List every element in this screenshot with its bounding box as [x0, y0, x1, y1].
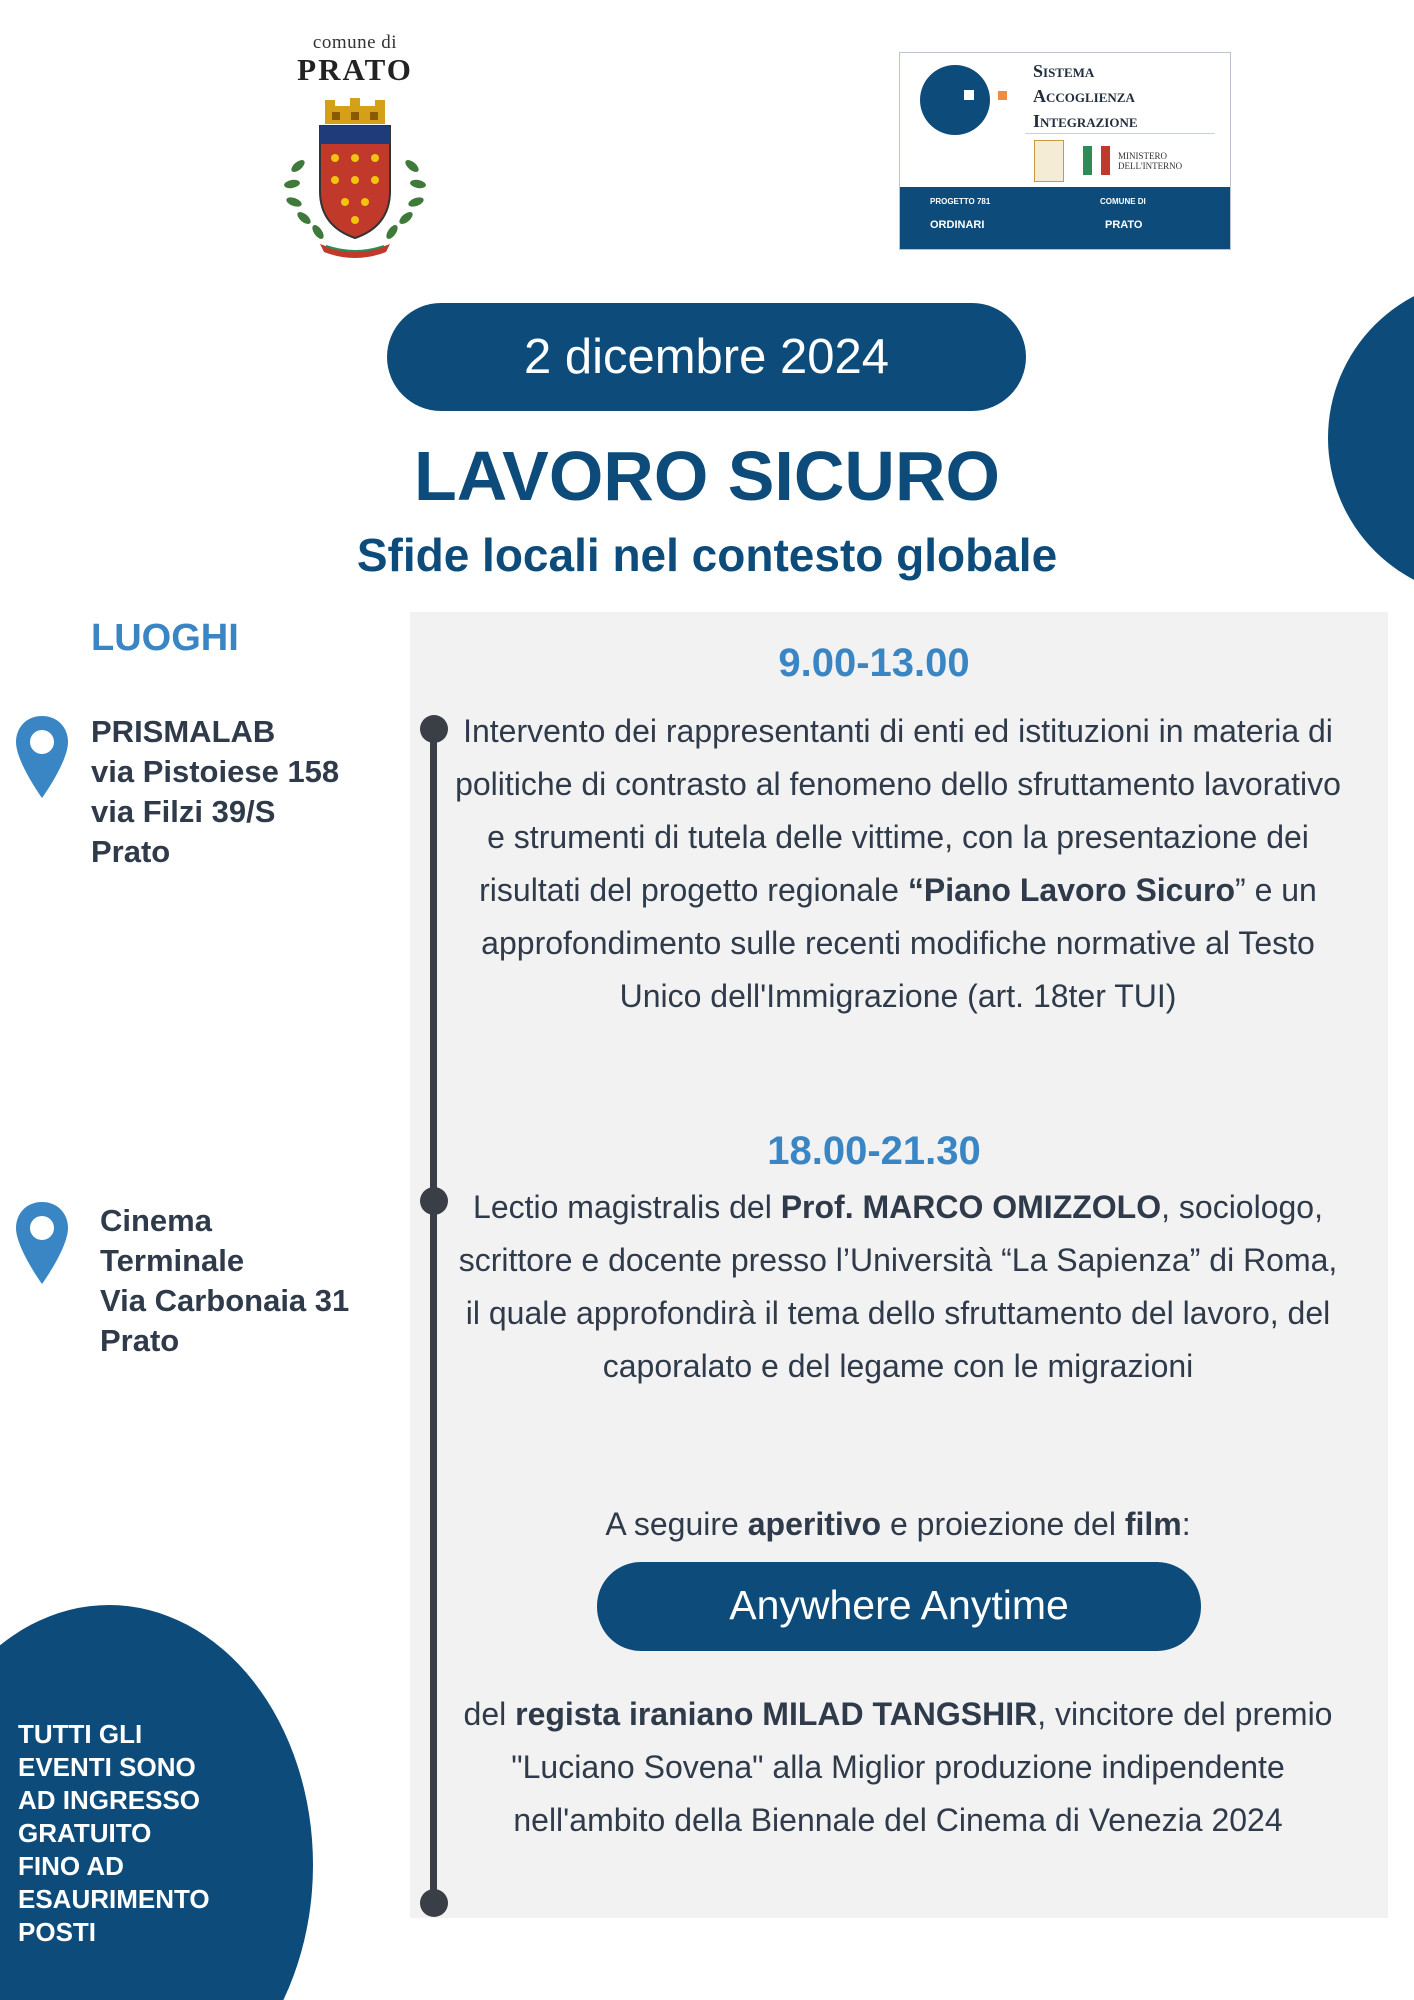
session-1-text-bold: “Piano Lavoro Sicuro — [907, 872, 1236, 908]
film-desc-a: del — [463, 1696, 516, 1732]
sai-wordmark — [1033, 59, 1138, 134]
film-desc-bold: regista iraniano MILAD TANGSHIR — [515, 1696, 1038, 1732]
note-line-2: EVENTI SONO — [18, 1752, 196, 1782]
sai-project-bar — [900, 187, 1230, 249]
session-2-text-a: Lectio magistralis del — [473, 1189, 781, 1225]
place-1-line-3: via Filzi 39/S — [91, 794, 276, 829]
place-2-line-4: Prato — [100, 1323, 180, 1358]
event-title: LAVORO SICURO — [414, 437, 1000, 515]
film-title: Anywhere Anytime — [597, 1562, 1201, 1651]
place-2-line-1: Cinema — [100, 1203, 212, 1238]
timeline-dot — [420, 1187, 448, 1215]
event-subtitle: Sfide locali nel contesto globale — [356, 529, 1058, 581]
sai-divider — [1025, 133, 1215, 134]
free-entry-note — [18, 1718, 278, 1949]
session-2-time: 18.00-21.30 — [767, 1129, 981, 1173]
session-2-text-bold: Prof. MARCO OMIZZOLO — [780, 1189, 1162, 1225]
sai-logo — [899, 52, 1231, 250]
session-1-text-b: ” e un approfondimento sulle recenti modifiche normative al Testo Unico dell'Immigrazione (art. 18ter TUI) — [481, 872, 1317, 1014]
timeline-line — [430, 729, 437, 1902]
sai-comune-label: COMUNE DI — [1100, 197, 1146, 206]
session-2-text-b: , sociologo, scrittore e docente presso l’Università “La Sapienza” di Roma, il quale approfondirà il tema dello sfruttamento del lavoro, del caporalato e del legame con le migrazioni — [458, 1189, 1338, 1384]
place-1-line-4: Prato — [91, 834, 171, 869]
prato-crest-icon — [280, 96, 430, 266]
timeline-dot — [420, 715, 448, 743]
session-1-text-a: Intervento dei rappresentanti di enti ed istituzioni in materia di politiche di contrasto al fenomeno dello sfruttamento lavorativo e strumenti di tutela delle vittime, con la presentazione dei risultati del progetto regionale — [455, 713, 1341, 908]
sai-word-2: Accoglienza — [1033, 86, 1135, 106]
note-line-6: ESAURIMENTO — [18, 1884, 210, 1914]
note-line-7: POSTI — [18, 1917, 97, 1947]
sai-project-type: ORDINARI — [930, 219, 985, 231]
note-line-4: GRATUITO — [18, 1818, 152, 1848]
ministry-label — [1118, 151, 1182, 171]
film-intro-b: e proiezione del — [881, 1506, 1125, 1542]
film-desc-b: , vincitore del premio "Luciano Sovena" alla Miglior produzione indipendente nell'ambito della Biennale del Cinema di Venezia 2024 — [511, 1696, 1333, 1838]
place-cinema-terminale — [100, 1201, 349, 1361]
film-description — [453, 1688, 1343, 1847]
place-1-line-1: PRISMALAB — [91, 714, 276, 749]
sai-word-1: Sistema — [1033, 61, 1095, 81]
places-heading: LUOGHI — [91, 617, 239, 659]
location-pin-icon — [14, 1200, 70, 1286]
anci-logo-icon — [1034, 140, 1064, 182]
prato-logo-name: PRATO — [297, 52, 413, 87]
film-intro-a: A seguire — [605, 1506, 748, 1542]
note-line-5: FINO AD — [18, 1851, 124, 1881]
sai-square-white-icon — [964, 90, 974, 100]
film-intro-bold-2: film — [1124, 1506, 1182, 1542]
ministry-line-2: DELL'INTERNO — [1118, 161, 1183, 171]
italian-flag-icon — [1083, 146, 1110, 175]
session-1-description — [453, 705, 1343, 1023]
sai-word-3: Integrazione — [1033, 111, 1138, 131]
place-prismalab — [91, 712, 339, 872]
sai-square-orange-icon — [998, 91, 1007, 100]
sai-project-label: PROGETTO 781 — [930, 197, 991, 206]
ministry-line-1: MINISTERO — [1118, 151, 1167, 161]
place-2-line-3: Via Carbonaia 31 — [100, 1283, 350, 1318]
place-2-line-2: Terminale — [100, 1243, 245, 1278]
location-pin-icon — [14, 714, 70, 800]
sai-circle-icon — [920, 65, 990, 135]
event-date: 2 dicembre 2024 — [387, 303, 1026, 411]
session-1-time: 9.00-13.00 — [778, 641, 970, 685]
note-line-1: TUTTI GLI — [18, 1719, 143, 1749]
film-intro-c: : — [1181, 1506, 1191, 1542]
film-intro-bold-1: aperitivo — [747, 1506, 882, 1542]
place-1-line-2: via Pistoiese 158 — [91, 754, 340, 789]
prato-logo-comune-text: comune di — [312, 32, 398, 53]
session-2-description — [453, 1181, 1343, 1393]
film-intro — [453, 1498, 1343, 1551]
note-line-3: AD INGRESSO — [18, 1785, 201, 1815]
comune-prato-logo — [270, 32, 440, 272]
timeline-dot — [420, 1889, 448, 1917]
sai-project-city: PRATO — [1105, 219, 1143, 231]
